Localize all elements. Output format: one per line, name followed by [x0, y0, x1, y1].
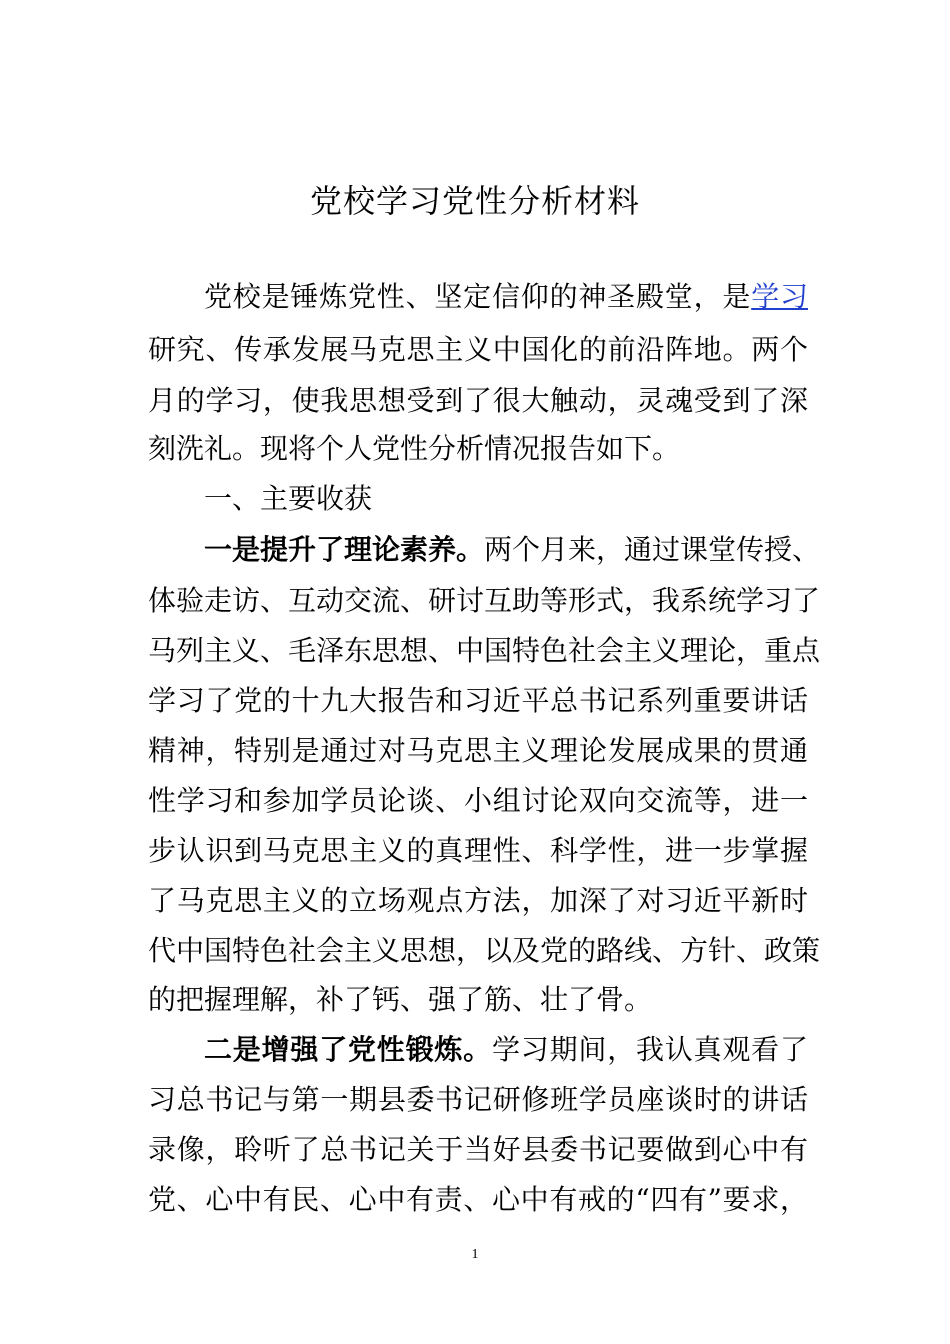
para2-line: 习总书记与第一期县委书记研修班学员座谈时的讲话 [148, 1083, 808, 1116]
section-heading: 一、主要收获 [204, 482, 373, 515]
para1-line: 代中国特色社会主义思想，以及党的路线、方针、政策 [148, 934, 821, 967]
para2-line: 党、心中有民、心中有责、心中有戒的“四有”要求， [148, 1183, 808, 1216]
intro-line-1 [204, 272, 808, 322]
para1-line: 精神，特别是通过对马克思主义理论发展成果的贯通 [148, 734, 808, 767]
study-link[interactable]: 学习 [751, 280, 808, 313]
para1-line: 的把握理解，补了钙、强了筋、壮了骨。 [148, 983, 653, 1016]
para1-line-1 [204, 525, 821, 575]
para1-line: 性学习和参加学员论谈、小组讨论双向交流等，进一 [148, 784, 808, 817]
para2-text: 学习期间，我认真观看了 [492, 1033, 808, 1066]
para1-line: 步认识到马克思主义的真理性、科学性，进一步掌握 [148, 834, 808, 867]
para2-line: 录像，聆听了总书记关于当好县委书记要做到心中有 [148, 1133, 808, 1166]
page-title: 党校学习党性分析材料 [309, 182, 640, 220]
intro-line-3: 月的学习，使我思想受到了很大触动，灵魂受到了深 [148, 384, 808, 417]
para1-line: 马列主义、毛泽东思想、中国特色社会主义理论，重点 [148, 634, 821, 667]
para1-lead: 一是提升了理论素养。 [204, 533, 485, 566]
intro-line-4: 刻洗礼。现将个人党性分析情况报告如下。 [148, 432, 681, 465]
para1-line: 了马克思主义的立场观点方法，加深了对习近平新时 [148, 884, 808, 917]
page-number: 1 [471, 1247, 479, 1262]
para2-line-1 [204, 1025, 808, 1075]
intro-text: 党校是锤炼党性、坚定信仰的神圣殿堂，是 [204, 280, 752, 313]
para1-text: 两个月来，通过课堂传授、 [484, 533, 821, 566]
para1-line: 学习了党的十九大报告和习近平总书记系列重要讲话 [148, 684, 808, 717]
para1-line: 体验走访、互动交流、研讨互助等形式，我系统学习了 [148, 584, 821, 617]
para2-lead: 二是增强了党性锻炼。 [204, 1033, 492, 1066]
intro-line-2: 研究、传承发展马克思主义中国化的前沿阵地。两个 [148, 333, 808, 366]
